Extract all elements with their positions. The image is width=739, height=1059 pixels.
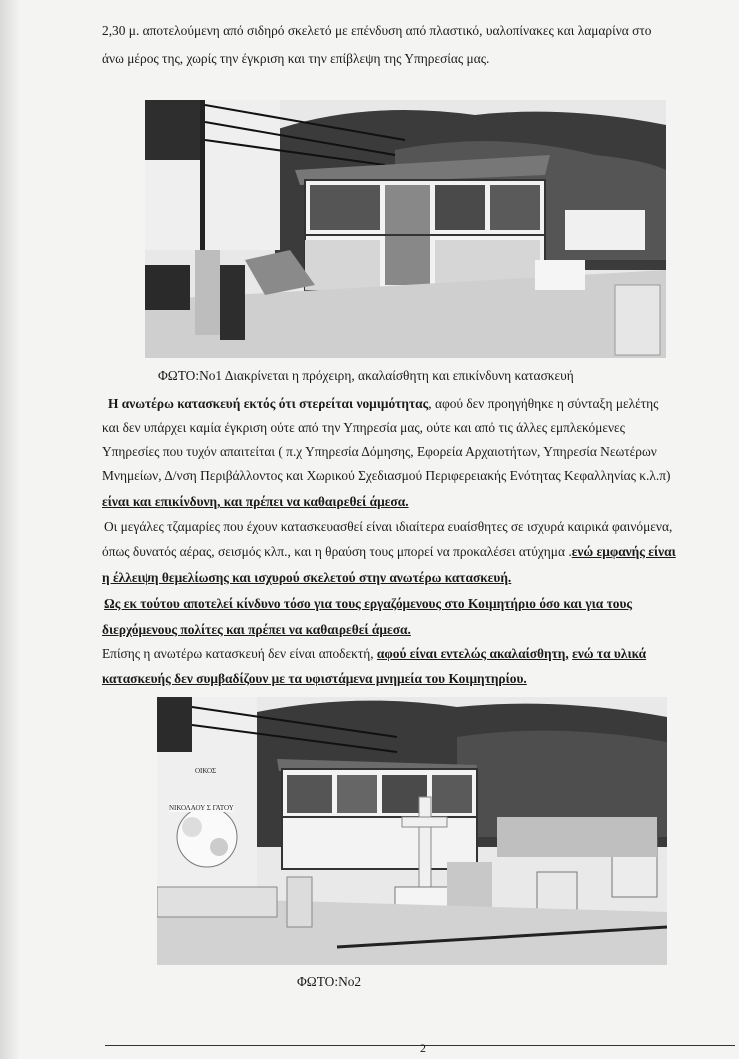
scan-edge — [0, 0, 20, 1059]
paragraph3-line2-plain: όπως δυνατός αέρας, σεισμός κλπ., και η θραύση τους μπορεί να προκαλέσει ατύχημα . — [102, 544, 572, 559]
paragraph2-line5: είναι και επικίνδυνη, και πρέπει να καθαιρεθεί άμεσα. — [102, 494, 409, 509]
paragraph2-line1 — [108, 395, 658, 413]
paragraph5-line1-plain: Επίσης η ανωτέρω κατασκευή δεν είναι αποδεκτή, — [102, 646, 377, 661]
paragraph5-line2: κατασκευής δεν συμβαδίζουν με τα υφιστάμενα μνημεία του Κοιμητηρίου. — [102, 671, 527, 686]
paragraph2-line4: Μνημείων, Δ/νση Περιβάλλοντος και Χωρικού Σχεδιασμού Περιφερειακής Ενότητας Κεφαλληνίας κ.λ.π) — [102, 468, 671, 483]
paragraph4-line2: διερχόμενους πολίτες και πρέπει να καθαιρεθεί άμεσα. — [102, 622, 411, 637]
paragraph3-line2 — [102, 543, 676, 561]
paragraph3-line1: Οι μεγάλες τζαμαρίες που έχουν κατασκευασθεί είναι ιδιαίτερα ευαίσθητες σε ισχυρά καιρικά φαινόμενα, — [104, 519, 673, 534]
photo-2-illustration — [157, 697, 667, 965]
photo-2 — [157, 697, 667, 965]
photo-2-caption: ΦΩΤΟ:Νο2 — [297, 974, 362, 989]
paragraph3-line3: η έλλειψη θεμελίωσης και ισχυρού σκελετού στην ανωτέρω κατασκευή. — [102, 570, 512, 585]
paragraph1-line1: 2,30 μ. αποτελούμενη από σιδηρό σκελετό με επένδυση από πλαστικό, υαλοπίνακες και λαμαρίνα στο — [102, 23, 652, 38]
page-number: 2 — [420, 1041, 426, 1055]
paragraph5-line1-bold2: ενώ τα υλικά — [572, 646, 647, 661]
paragraph2-line1-bold: Η ανωτέρω κατασκευή εκτός ότι στερείται νομιμότητας — [108, 396, 429, 411]
paragraph5-line1 — [102, 645, 646, 663]
paragraph2-line1-rest: , αφού δεν προηγήθηκε η σύνταξη μελέτης — [428, 396, 659, 411]
photo-1-illustration — [145, 100, 666, 358]
paragraph3-line2-bold: ενώ εμφανής είναι — [571, 544, 676, 559]
paragraph1-line2: άνω μέρος της, χωρίς την έγκριση και την επίβλεψη της Υπηρεσίας μας. — [102, 51, 490, 66]
paragraph2-line3: Υπηρεσίες που τυχόν απαιτείται ( π.χ Υπηρεσία Δόμησης, Εφορεία Αρχαιοτήτων, Υπηρεσία Νεωτέρων — [102, 444, 657, 459]
paragraph2-line2: και δεν υπάρχει καμία έγκριση ούτε από την Υπηρεσία μας, ούτε και από τις άλλες εμπλεκόμενες — [102, 420, 625, 435]
paragraph4-line1: Ως εκ τούτου αποτελεί κίνδυνο τόσο για τους εργαζόμενους στο Κοιμητήριο όσο και για τους — [104, 596, 633, 611]
photo-2-sign-name: ΝΙΚΟΛΑΟΥ Σ ΓΑΤΟΥ — [169, 804, 234, 812]
photo-2-sign-label: ΟΙΚΟΣ — [195, 767, 217, 775]
photo-1 — [145, 100, 666, 358]
photo-1-caption: ΦΩΤΟ:Νο1 Διακρίνεται η πρόχειρη, ακαλαίσθητη και επικίνδυνη κατασκευή — [158, 368, 574, 383]
paragraph5-line1-bold1: αφού είναι εντελώς ακαλαίσθητη, — [376, 646, 569, 661]
